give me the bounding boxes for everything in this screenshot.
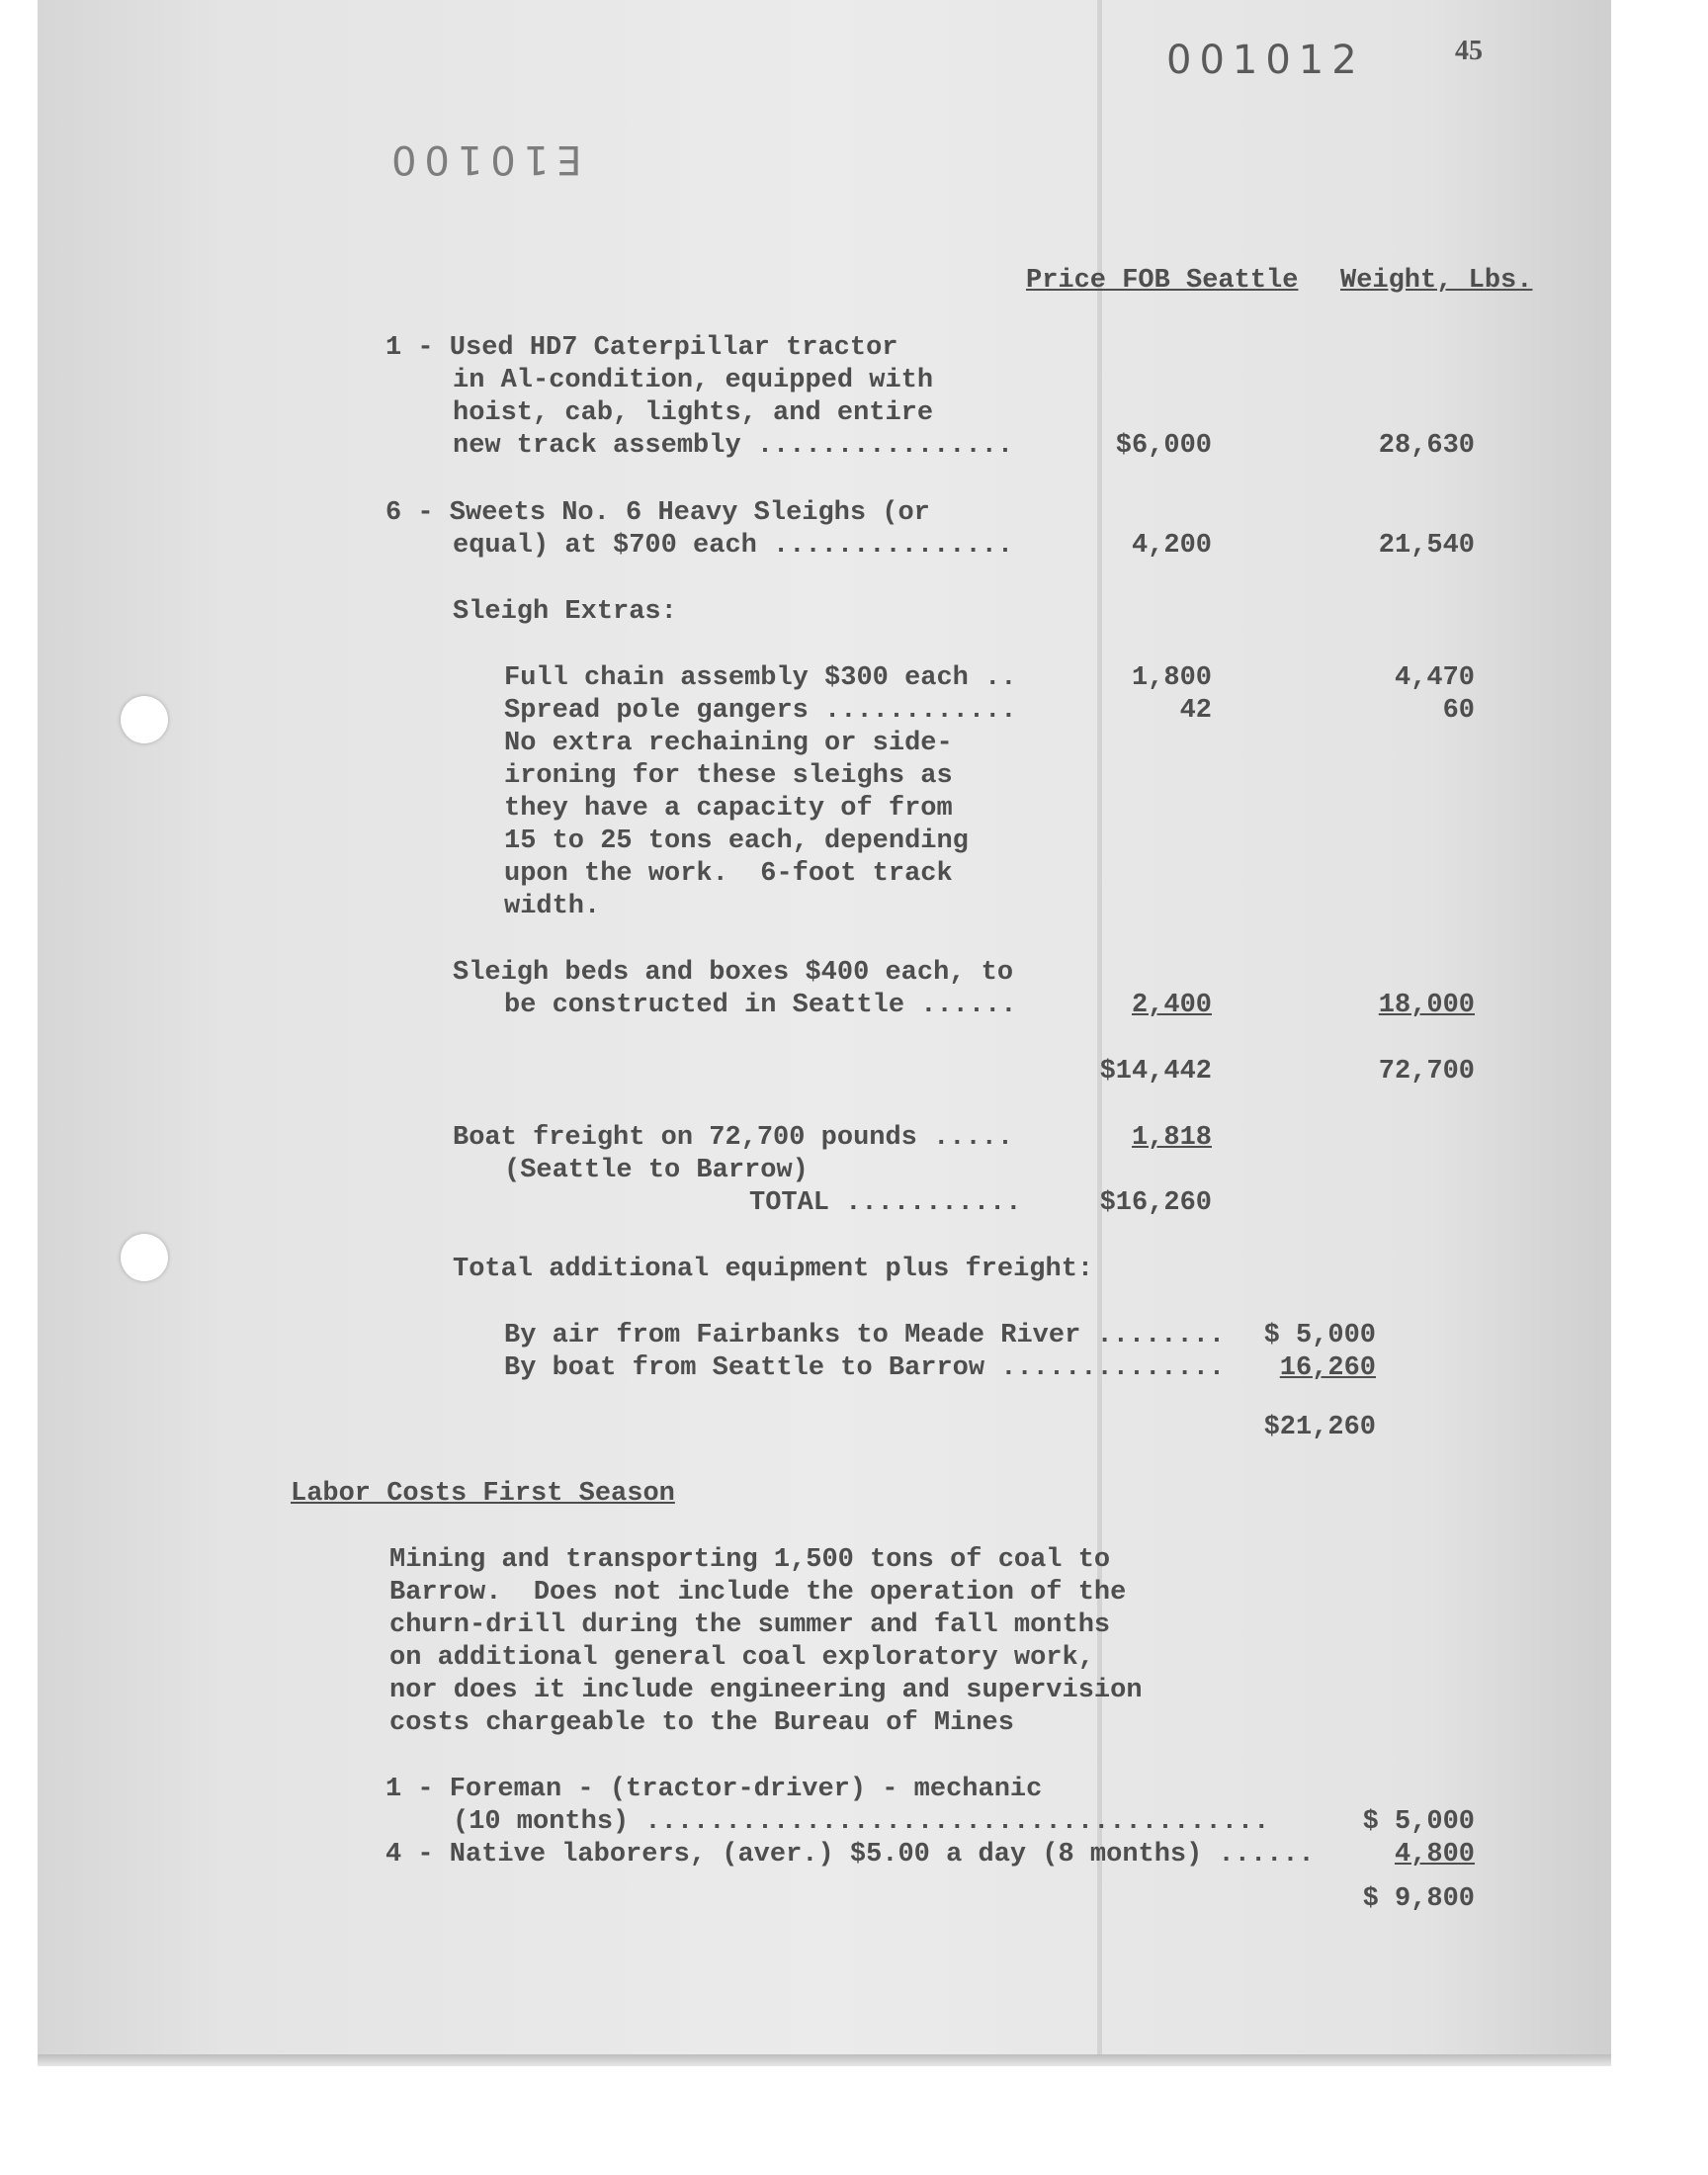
paper-edge <box>38 2054 1611 2066</box>
by-air-line: By air from Fairbanks to Meade River ........ <box>504 1321 1226 1350</box>
item2-line2: equal) at $700 each ............... <box>453 531 1014 561</box>
chain-assembly-weight: 4,470 <box>1394 663 1475 693</box>
labor-paragraph-line: costs chargeable to the Bureau of Mines <box>389 1708 1014 1738</box>
item1-line4: new track assembly ................ <box>453 431 1014 461</box>
fold-line <box>1097 0 1102 2054</box>
column-header-weight: Weight, Lbs. <box>1340 266 1533 296</box>
sleigh-beds-price: 2,400 <box>1131 991 1212 1020</box>
labor-paragraph-line: churn-drill during the summer and fall months <box>389 1610 1111 1640</box>
labor-paragraph-line: Barrow. Does not include the operation of the <box>389 1578 1127 1608</box>
total-price: $16,260 <box>1099 1188 1212 1218</box>
extras-note-line: width. <box>504 892 601 921</box>
labor-total: $ 9,800 <box>1362 1884 1475 1914</box>
page-number: 45 <box>1455 36 1483 66</box>
labor-paragraph-line: nor does it include engineering and supervision <box>389 1676 1143 1705</box>
boat-freight-line2: (Seattle to Barrow) <box>504 1156 809 1185</box>
paper-sheet <box>38 0 1611 2054</box>
item2-line1: 6 - Sweets No. 6 Heavy Sleighs (or <box>385 498 930 528</box>
boat-freight-line1: Boat freight on 72,700 pounds ..... <box>453 1123 1014 1153</box>
total-label: TOTAL ........... <box>749 1188 1022 1218</box>
extras-note-line: No extra rechaining or side- <box>504 729 953 758</box>
item2-weight: 21,540 <box>1378 531 1475 561</box>
subtotal-price: $14,442 <box>1099 1057 1212 1087</box>
additional-heading: Total additional equipment plus freight: <box>453 1255 1094 1284</box>
labor-costs-heading: Labor Costs First Season <box>291 1479 675 1509</box>
sleigh-beds-line2: be constructed in Seattle ...... <box>504 991 1017 1020</box>
punch-hole-upper <box>121 696 168 743</box>
document-number: 001012 <box>1166 38 1365 83</box>
foreman-amount: $ 5,000 <box>1362 1807 1475 1837</box>
native-laborers-line: 4 - Native laborers, (aver.) $5.00 a day (8 months) ...... <box>385 1840 1315 1870</box>
chain-assembly-line: Full chain assembly $300 each .. <box>504 663 1017 693</box>
document-number-bleedthrough: E10100 <box>384 136 582 182</box>
item2-price: 4,200 <box>1131 531 1212 561</box>
item1-weight: 28,630 <box>1378 431 1475 461</box>
spread-pole-weight: 60 <box>1442 696 1475 726</box>
extras-note-line: upon the work. 6-foot track <box>504 859 953 889</box>
item1-price: $6,000 <box>1115 431 1212 461</box>
chain-assembly-price: 1,800 <box>1131 663 1212 693</box>
sleigh-extras-heading: Sleigh Extras: <box>453 597 677 627</box>
extras-note-line: ironing for these sleighs as <box>504 761 953 791</box>
item1-line2: in Al-condition, equipped with <box>453 366 934 395</box>
additional-total: $21,260 <box>1263 1413 1376 1442</box>
sleigh-beds-line1: Sleigh beds and boxes $400 each, to <box>453 958 1014 988</box>
by-boat-line: By boat from Seattle to Barrow .............. <box>504 1353 1226 1383</box>
spread-pole-price: 42 <box>1179 696 1212 726</box>
punch-hole-lower <box>121 1234 168 1281</box>
boat-freight-price: 1,818 <box>1131 1123 1212 1153</box>
foreman-line1: 1 - Foreman - (tractor-driver) - mechanic <box>385 1775 1043 1804</box>
by-boat-amount: 16,260 <box>1279 1353 1376 1383</box>
foreman-line2: (10 months) ....................................... <box>453 1807 1270 1837</box>
extras-note-line: 15 to 25 tons each, depending <box>504 826 969 856</box>
column-header-price: Price FOB Seattle <box>1026 266 1299 296</box>
native-laborers-amount: 4,800 <box>1394 1840 1475 1870</box>
labor-paragraph-line: Mining and transporting 1,500 tons of coal to <box>389 1545 1111 1575</box>
item1-line1: 1 - Used HD7 Caterpillar tractor <box>385 333 898 363</box>
by-air-amount: $ 5,000 <box>1263 1321 1376 1350</box>
spread-pole-line: Spread pole gangers ............ <box>504 696 1017 726</box>
subtotal-weight: 72,700 <box>1378 1057 1475 1087</box>
extras-note-line: they have a capacity of from <box>504 794 953 824</box>
sleigh-beds-weight: 18,000 <box>1378 991 1475 1020</box>
item1-line3: hoist, cab, lights, and entire <box>453 398 934 428</box>
labor-paragraph-line: on additional general coal exploratory work, <box>389 1643 1094 1673</box>
